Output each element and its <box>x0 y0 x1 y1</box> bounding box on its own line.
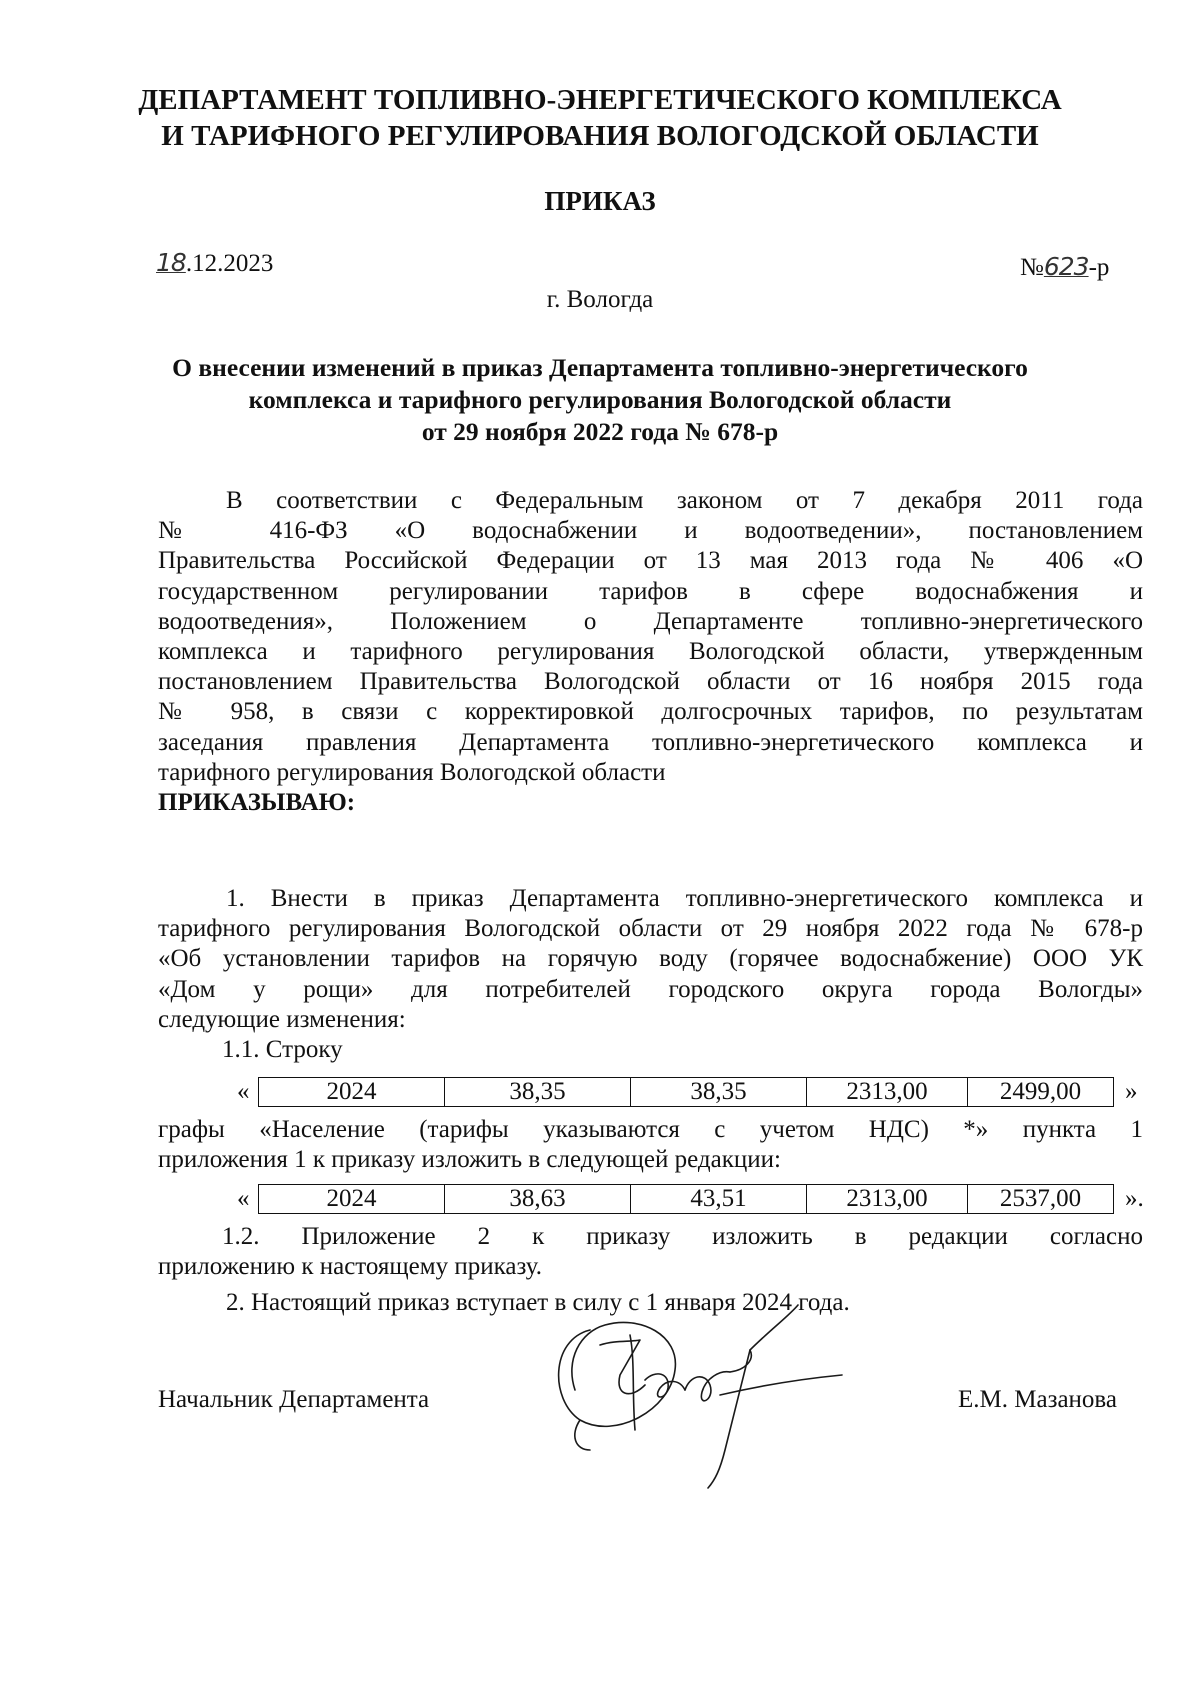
department-header <box>0 82 1200 154</box>
preamble-line: Правительства Российской Федерации от 13 мая 2013 года № 406 «О <box>158 547 1143 575</box>
item-1-line: следующие изменения: <box>158 1005 406 1033</box>
date-rest: .12.2023 <box>185 250 274 277</box>
number-prefix: № <box>1020 254 1044 281</box>
signatory-position: Начальник Департамента <box>158 1386 430 1413</box>
subject-line-3: от 29 ноября 2022 года № 678-р <box>421 417 779 446</box>
item-1-paragraph <box>158 884 1143 1065</box>
table-cell: 2024 <box>259 1185 445 1214</box>
subject-line-2: комплекса и тарифного регулирования Вологодской области <box>248 385 952 414</box>
middle-line: приложения 1 к приказу изложить в следующей редакции: <box>158 1146 781 1174</box>
table-new-close-quote: ». <box>1125 1185 1144 1212</box>
table-cell: 2313,00 <box>807 1078 968 1107</box>
doc-type-title: ПРИКАЗ <box>544 186 656 216</box>
preamble-line: В соответствии с Федеральным законом от 7 декабря 2011 года <box>226 487 1143 514</box>
order-date <box>156 248 273 278</box>
preamble-line: заседания правления Департамента топливно-энергетического комплекса и <box>158 728 1143 756</box>
middle-line: графы «Население (тарифы указываются с учетом НДС) *» пункта 1 <box>158 1116 1143 1143</box>
item-2-line: 2. Настоящий приказ вступает в силу с 1 января 2024 года. <box>226 1289 850 1317</box>
middle-paragraph <box>158 1115 1143 1175</box>
item-1-line: «Дом у рощи» для потребителей городского округа города Вологды» <box>158 975 1143 1003</box>
table-row <box>259 1185 1114 1214</box>
number-suffix: -р <box>1088 254 1110 281</box>
table-cell: 38,63 <box>445 1185 631 1214</box>
table-new <box>258 1184 1114 1214</box>
preamble-line: № 958, в связи с корректировкой долгосрочных тарифов, по результатам <box>158 698 1143 726</box>
header-line-2: И ТАРИФНОГО РЕГУЛИРОВАНИЯ ВОЛОГОДСКОЙ ОБЛАСТИ <box>161 120 1039 152</box>
preamble-paragraph <box>158 486 1143 818</box>
table-row <box>259 1078 1114 1107</box>
item-1-line: «Об установлении тарифов на горячую воду (горячее водоснабжение) ООО УК <box>158 945 1143 973</box>
preamble-line: № 416-ФЗ «О водоснабжении и водоотведении», постановлением <box>158 517 1143 545</box>
table-cell: 2499,00 <box>968 1078 1114 1107</box>
preamble-line: водоотведения», Положением о Департаменте топливно-энергетического <box>158 607 1143 635</box>
preamble-line: тарифного регулирования Вологодской области <box>158 758 666 786</box>
table-new-open-quote: « <box>237 1185 250 1212</box>
item-1-line: тарифного регулирования Вологодской области от 29 ноября 2022 года № 678-р <box>158 915 1143 943</box>
order-word: ПРИКАЗЫВАЮ: <box>158 789 356 817</box>
preamble-line: комплекса и тарифного регулирования Вологодской области, утвержденным <box>158 638 1143 666</box>
table-old-close-quote: » <box>1125 1078 1138 1105</box>
date-day-handwritten: 18 <box>156 248 186 277</box>
handwritten-signature <box>520 1300 860 1500</box>
table-cell: 38,35 <box>445 1078 631 1107</box>
city: г. Вологда <box>546 286 654 313</box>
table-old-open-quote: « <box>237 1078 250 1105</box>
signatory-name: Е.М. Мазанова <box>958 1386 1117 1413</box>
preamble-line: государственном регулировании тарифов в сфере водоснабжения и <box>158 577 1143 605</box>
subject-line-1: О внесении изменений в приказ Департамента топливно-энергетического <box>172 353 1028 382</box>
table-cell: 2537,00 <box>968 1185 1114 1214</box>
item-1-line: 1. Внести в приказ Департамента топливно-энергетического комплекса и <box>226 885 1143 912</box>
item-1-2-line: 1.2. Приложение 2 к приказу изложить в редакции согласно <box>222 1223 1143 1250</box>
table-cell: 2313,00 <box>807 1185 968 1214</box>
item-1-2-line: приложению к настоящему приказу. <box>158 1253 543 1281</box>
table-old <box>258 1077 1114 1107</box>
order-number <box>1020 252 1109 282</box>
table-cell: 43,51 <box>631 1185 807 1214</box>
preamble-line: постановлением Правительства Вологодской области от 16 ноября 2015 года <box>158 668 1143 696</box>
item-1-1-label: 1.1. Строку <box>222 1036 343 1064</box>
order-subject <box>0 352 1200 448</box>
header-line-1: ДЕПАРТАМЕНТ ТОПЛИВНО-ЭНЕРГЕТИЧЕСКОГО КОМПЛЕКСА <box>138 84 1062 116</box>
table-cell: 38,35 <box>631 1078 807 1107</box>
number-handwritten: 623 <box>1043 252 1089 281</box>
table-cell: 2024 <box>259 1078 445 1107</box>
